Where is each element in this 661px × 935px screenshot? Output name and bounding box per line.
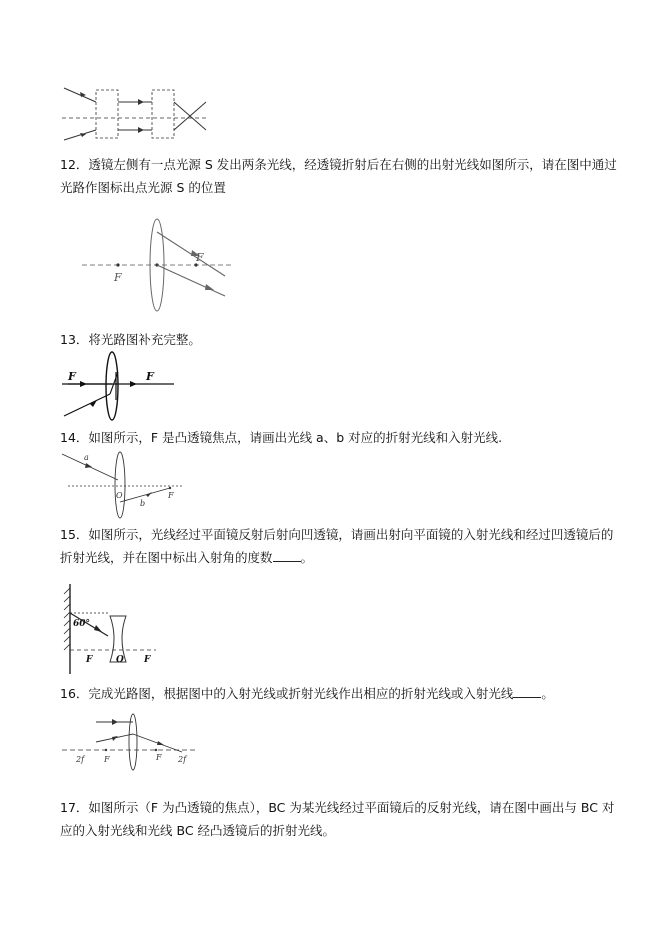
question-number: 16．	[60, 686, 89, 701]
question-16	[60, 682, 620, 705]
focus-label-right: F	[146, 370, 154, 383]
question-number: 15．	[60, 527, 89, 542]
focus-label-left: F	[68, 370, 76, 383]
ray-label-a: a	[84, 453, 89, 462]
question-17	[60, 796, 620, 842]
answer-blank[interactable]	[273, 549, 301, 562]
figure-12	[80, 218, 235, 318]
question-14	[60, 426, 620, 449]
question-text: 如图所示（F 为凸透镜的焦点），BC 为某光线经过平面镜后的反射光线，请在图中画出与 BC 对应的入射光线和光线 BC 经凸透镜后的折射光线。	[60, 800, 615, 838]
optical-center-label: O	[116, 655, 124, 665]
question-number: 12．	[60, 157, 89, 172]
question-text: 将光路图补充完整。	[88, 332, 201, 347]
question-number: 14．	[60, 430, 89, 445]
optical-center-label: O	[116, 491, 123, 500]
focus-label-right: F	[196, 251, 204, 264]
top-optics-figure	[60, 82, 210, 146]
focus-label-left: F	[86, 655, 93, 665]
figure-14	[60, 450, 185, 520]
question-text: 透镜左侧有一点光源 S 发出两条光线，经透镜折射后在右侧的出射光线如图所示，请在图中通过光路作图标出点光源 S 的位置	[60, 157, 617, 195]
question-13	[60, 328, 620, 351]
double-focus-label-right: 2f	[178, 755, 187, 764]
figure-15	[60, 580, 160, 678]
question-15	[60, 523, 620, 569]
focus-label-left: F	[114, 271, 122, 284]
incident-angle-label: 60°	[73, 619, 91, 629]
question-text: 完成光路图，根据图中的入射光线或折射光线作出相应的折射光线或入射光线	[88, 686, 514, 701]
question-number: 13．	[60, 332, 89, 347]
question-number: 17．	[60, 800, 89, 815]
answer-blank[interactable]	[513, 685, 541, 698]
question-12	[60, 153, 620, 199]
question-text: 如图所示，光线经过平面镜反射后射向凹透镜，请画出射向平面镜的入射光线和经过凹透镜后的折射光线，并在图中标出入射角的度数	[60, 527, 614, 565]
focus-label-right: F	[144, 655, 151, 665]
focus-label: F	[168, 491, 174, 500]
figure-13	[60, 350, 180, 422]
focus-label-right: F	[156, 753, 162, 762]
question-text: 如图所示，F 是凸透镜焦点，请画出光线 a、b 对应的折射光线和入射光线.	[88, 430, 503, 445]
focus-label-left: F	[104, 755, 110, 764]
ray-label-b: b	[140, 499, 146, 508]
figure-16	[60, 712, 200, 772]
double-focus-label-left: 2f	[76, 755, 85, 764]
question-text-end: 。	[300, 550, 314, 565]
question-text-end: 。	[541, 686, 554, 701]
